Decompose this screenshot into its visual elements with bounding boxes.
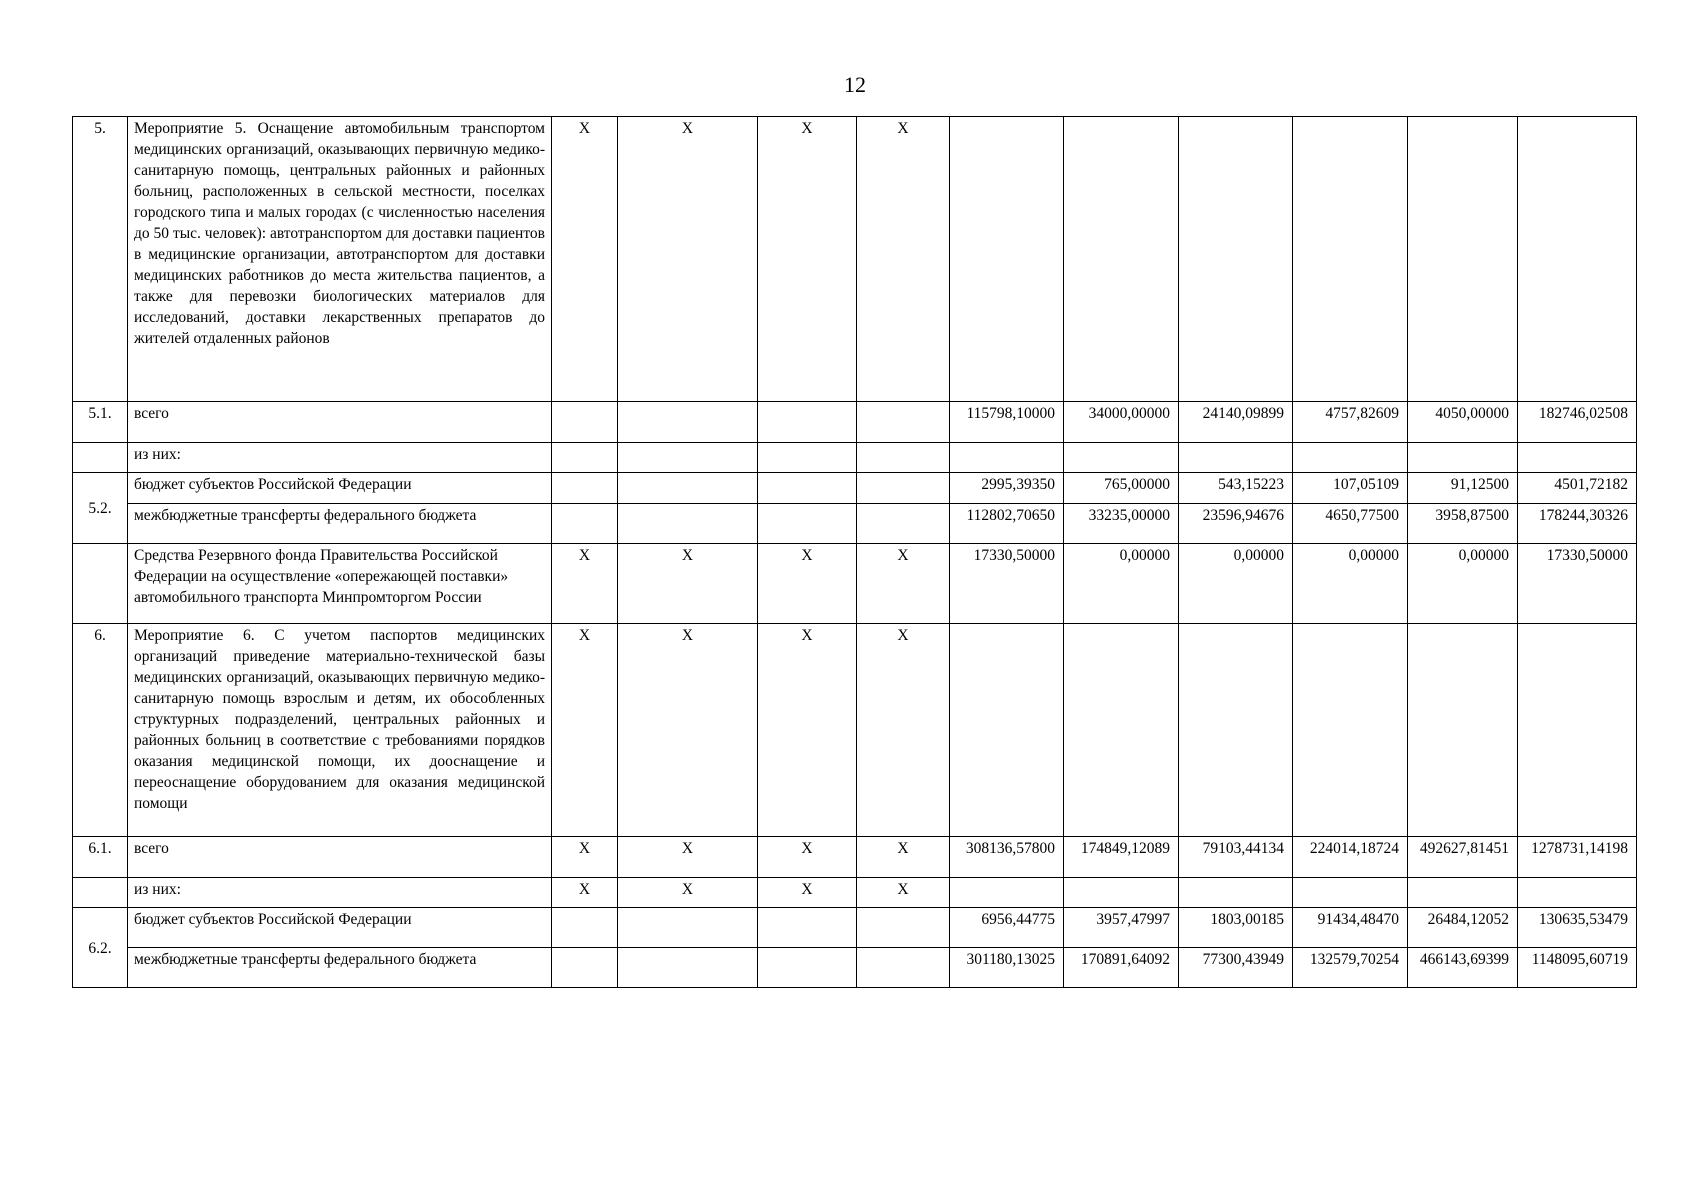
marker-cell: X (618, 544, 758, 624)
row-number-cell: 5. (73, 117, 128, 402)
marker-cell: X (618, 117, 758, 402)
marker-cell: X (618, 624, 758, 837)
amount-cell (1518, 117, 1637, 402)
marker-cell: X (758, 544, 857, 624)
description-cell: всего (128, 837, 552, 878)
table-row (73, 443, 1637, 473)
amount-cell (1293, 624, 1408, 837)
amount-cell: 115798,10000 (950, 402, 1064, 443)
description-cell: межбюджетные трансферты федерального бюджета (128, 504, 552, 544)
marker-cell: X (552, 878, 618, 908)
amount-cell: 77300,43949 (1179, 948, 1293, 988)
marker-cell (857, 402, 950, 443)
table-row (73, 504, 1637, 544)
marker-cell (857, 908, 950, 948)
budget-table (72, 116, 1637, 988)
amount-cell (1293, 878, 1408, 908)
marker-cell (758, 908, 857, 948)
amount-cell: 17330,50000 (950, 544, 1064, 624)
marker-cell (857, 948, 950, 988)
amount-cell: 4757,82609 (1293, 402, 1408, 443)
description-cell: всего (128, 402, 552, 443)
table-row (73, 878, 1637, 908)
amount-cell (1408, 878, 1518, 908)
marker-cell (552, 402, 618, 443)
amount-cell: 34000,00000 (1064, 402, 1179, 443)
amount-cell (1293, 443, 1408, 473)
marker-cell (857, 473, 950, 504)
amount-cell: 132579,70254 (1293, 948, 1408, 988)
amount-cell: 2995,39350 (950, 473, 1064, 504)
marker-cell (618, 908, 758, 948)
marker-cell: X (618, 878, 758, 908)
description-cell: Мероприятие 6. С учетом паспортов медицинских организаций приведение материально-технической базы медицинских организаций, оказывающих первичную медико-санитарную помощь взрослым и детям, их обособленных структурных подразделений, центральных районных и районных больниц в соответствие с требованиями порядков оказания медицинской помощи, их дооснащение и переоснащение оборудованием для оказания медицинской помощи (128, 624, 552, 837)
marker-cell: X (758, 117, 857, 402)
amount-cell: 224014,18724 (1293, 837, 1408, 878)
amount-cell: 182746,02508 (1518, 402, 1637, 443)
amount-cell: 130635,53479 (1518, 908, 1637, 948)
marker-cell (758, 948, 857, 988)
amount-cell: 170891,64092 (1064, 948, 1179, 988)
amount-cell (1408, 443, 1518, 473)
row-number-cell: 6.2. (73, 908, 128, 988)
amount-cell: 0,00000 (1408, 544, 1518, 624)
row-number-cell (73, 544, 128, 624)
amount-cell: 0,00000 (1064, 544, 1179, 624)
row-number-cell: 5.2. (73, 473, 128, 544)
amount-cell: 4050,00000 (1408, 402, 1518, 443)
table-row (73, 837, 1637, 878)
amount-cell: 112802,70650 (950, 504, 1064, 544)
row-number-cell: 5.1. (73, 402, 128, 443)
amount-cell (950, 117, 1064, 402)
table-row (73, 402, 1637, 443)
amount-cell (1518, 443, 1637, 473)
marker-cell: X (618, 837, 758, 878)
description-cell: из них: (128, 443, 552, 473)
description-cell: из них: (128, 878, 552, 908)
marker-cell: X (857, 544, 950, 624)
marker-cell (552, 504, 618, 544)
marker-cell: X (552, 837, 618, 878)
amount-cell: 765,00000 (1064, 473, 1179, 504)
amount-cell: 91434,48470 (1293, 908, 1408, 948)
marker-cell: X (857, 878, 950, 908)
marker-cell: X (552, 117, 618, 402)
description-cell: Средства Резервного фонда Правительства Российской Федерации на осуществление «опережающей поставки» автомобильного транспорта Минпромторгом России (128, 544, 552, 624)
amount-cell (1179, 624, 1293, 837)
amount-cell: 3957,47997 (1064, 908, 1179, 948)
marker-cell: X (758, 878, 857, 908)
amount-cell (1064, 443, 1179, 473)
amount-cell (1518, 878, 1637, 908)
amount-cell: 17330,50000 (1518, 544, 1637, 624)
amount-cell: 1278731,14198 (1518, 837, 1637, 878)
amount-cell: 174849,12089 (1064, 837, 1179, 878)
amount-cell (1064, 117, 1179, 402)
table-row (73, 948, 1637, 988)
amount-cell: 4650,77500 (1293, 504, 1408, 544)
amount-cell (950, 878, 1064, 908)
amount-cell: 91,12500 (1408, 473, 1518, 504)
marker-cell (552, 948, 618, 988)
marker-cell (758, 443, 857, 473)
row-number-cell: 6. (73, 624, 128, 837)
amount-cell (1179, 878, 1293, 908)
table-row (73, 117, 1637, 402)
marker-cell: X (857, 117, 950, 402)
amount-cell: 543,15223 (1179, 473, 1293, 504)
marker-cell (552, 473, 618, 504)
marker-cell (857, 504, 950, 544)
amount-cell (1408, 624, 1518, 837)
description-cell: Мероприятие 5. Оснащение автомобильным транспортом медицинских организаций, оказывающих первичную медико-санитарную помощь, центральных районных и районных больниц, расположенных в сельской местности, поселках городского типа и малых городах (с численностью населения до 50 тыс. человек): автотранспортом для доставки пациентов в медицинские организации, автотранспортом для доставки медицинских работников до места жительства пациентов, а также для перевозки биологических материалов для исследований, доставки лекарственных препаратов до жителей отдаленных районов (128, 117, 552, 402)
amount-cell: 6956,44775 (950, 908, 1064, 948)
marker-cell: X (857, 837, 950, 878)
marker-cell (618, 948, 758, 988)
marker-cell (618, 443, 758, 473)
amount-cell (1064, 624, 1179, 837)
marker-cell (552, 908, 618, 948)
marker-cell (618, 473, 758, 504)
amount-cell (1179, 443, 1293, 473)
table-row (73, 624, 1637, 837)
amount-cell: 308136,57800 (950, 837, 1064, 878)
marker-cell (552, 443, 618, 473)
amount-cell (950, 624, 1064, 837)
table-row (73, 544, 1637, 624)
amount-cell: 4501,72182 (1518, 473, 1637, 504)
amount-cell: 23596,94676 (1179, 504, 1293, 544)
page-number: 12 (844, 72, 866, 97)
amount-cell: 492627,81451 (1408, 837, 1518, 878)
table-row (73, 473, 1637, 504)
row-number-cell (73, 443, 128, 473)
marker-cell: X (758, 624, 857, 837)
marker-cell (758, 473, 857, 504)
row-number-cell: 6.1. (73, 837, 128, 878)
amount-cell: 1148095,60719 (1518, 948, 1637, 988)
marker-cell (758, 402, 857, 443)
amount-cell: 466143,69399 (1408, 948, 1518, 988)
amount-cell (1179, 117, 1293, 402)
description-cell: бюджет субъектов Российской Федерации (128, 908, 552, 948)
amount-cell: 301180,13025 (950, 948, 1064, 988)
amount-cell: 3958,87500 (1408, 504, 1518, 544)
amount-cell: 107,05109 (1293, 473, 1408, 504)
marker-cell: X (857, 624, 950, 837)
amount-cell: 33235,00000 (1064, 504, 1179, 544)
amount-cell: 178244,30326 (1518, 504, 1637, 544)
amount-cell: 0,00000 (1293, 544, 1408, 624)
description-cell: бюджет субъектов Российской Федерации (128, 473, 552, 504)
marker-cell: X (552, 624, 618, 837)
description-cell: межбюджетные трансферты федерального бюджета (128, 948, 552, 988)
marker-cell: X (552, 544, 618, 624)
marker-cell: X (758, 837, 857, 878)
marker-cell (618, 504, 758, 544)
amount-cell (950, 443, 1064, 473)
marker-cell (758, 504, 857, 544)
marker-cell (618, 402, 758, 443)
amount-cell: 1803,00185 (1179, 908, 1293, 948)
marker-cell (857, 443, 950, 473)
amount-cell (1293, 117, 1408, 402)
amount-cell (1408, 117, 1518, 402)
table-row (73, 908, 1637, 948)
amount-cell: 0,00000 (1179, 544, 1293, 624)
amount-cell (1064, 878, 1179, 908)
amount-cell: 24140,09899 (1179, 402, 1293, 443)
amount-cell: 26484,12052 (1408, 908, 1518, 948)
row-number-cell (73, 878, 128, 908)
amount-cell: 79103,44134 (1179, 837, 1293, 878)
amount-cell (1518, 624, 1637, 837)
